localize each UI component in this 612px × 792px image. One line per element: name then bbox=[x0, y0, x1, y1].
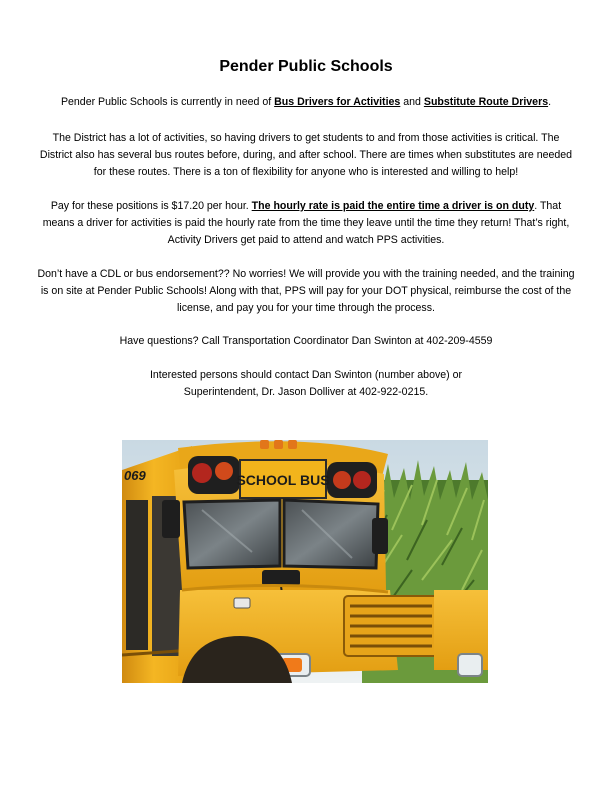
training-paragraph: Don’t have a CDL or bus endorsement?? No worries! We will provide you with the training needed, and the training is on site at Pender Public Schools! Along with that, PPS will pay for your DOT physical, reimburse the cost of the license, and pay you for your time through the process. bbox=[37, 268, 575, 314]
contact-line-1: Interested persons should contact Dan Swinton (number above) or bbox=[149, 369, 463, 381]
questions-line: Have questions? Call Transportation Coordinator Dan Swinton at 402-209-4559 bbox=[119, 335, 493, 347]
intro-text-after: . bbox=[548, 96, 552, 108]
bus-number: 069 bbox=[124, 468, 146, 483]
contact-block bbox=[36, 367, 576, 401]
activities-paragraph: The District has a lot of activities, so having drivers to get students to and from those activities is critical. The District also has several bus routes before, during, and after school. There are times when substitutes are needed for these routes. There is a ton of flexibility for anyone who is interested and willing to help! bbox=[39, 132, 573, 178]
contact-line-2: Superintendent, Dr. Jason Dolliver at 402-922-0215. bbox=[183, 386, 429, 398]
pay-text-after: . That means a driver for activities is paid the hourly rate from the time they leave until the time they return! That’s right, Activity Drivers get paid to attend and watch PPS activities. bbox=[42, 200, 570, 246]
school-bus-photo bbox=[122, 440, 488, 683]
sign-text: SCHOOL BUS bbox=[236, 472, 330, 488]
intro-paragraph bbox=[36, 94, 576, 111]
intro-text-middle: and bbox=[400, 96, 424, 108]
bus-drivers-for-activities-emphasis: Bus Drivers for Activities bbox=[274, 96, 401, 108]
intro-text-before: Pender Public Schools is currently in need of bbox=[60, 96, 275, 108]
pay-emphasis: The hourly rate is paid the entire time a driver is on duty bbox=[251, 200, 535, 212]
pay-paragraph bbox=[36, 198, 576, 249]
pay-text-before: Pay for these positions is $17.20 per hour. bbox=[50, 200, 252, 212]
page-title: Pender Public Schools bbox=[219, 58, 393, 75]
substitute-route-drivers-emphasis: Substitute Route Drivers bbox=[423, 96, 549, 108]
